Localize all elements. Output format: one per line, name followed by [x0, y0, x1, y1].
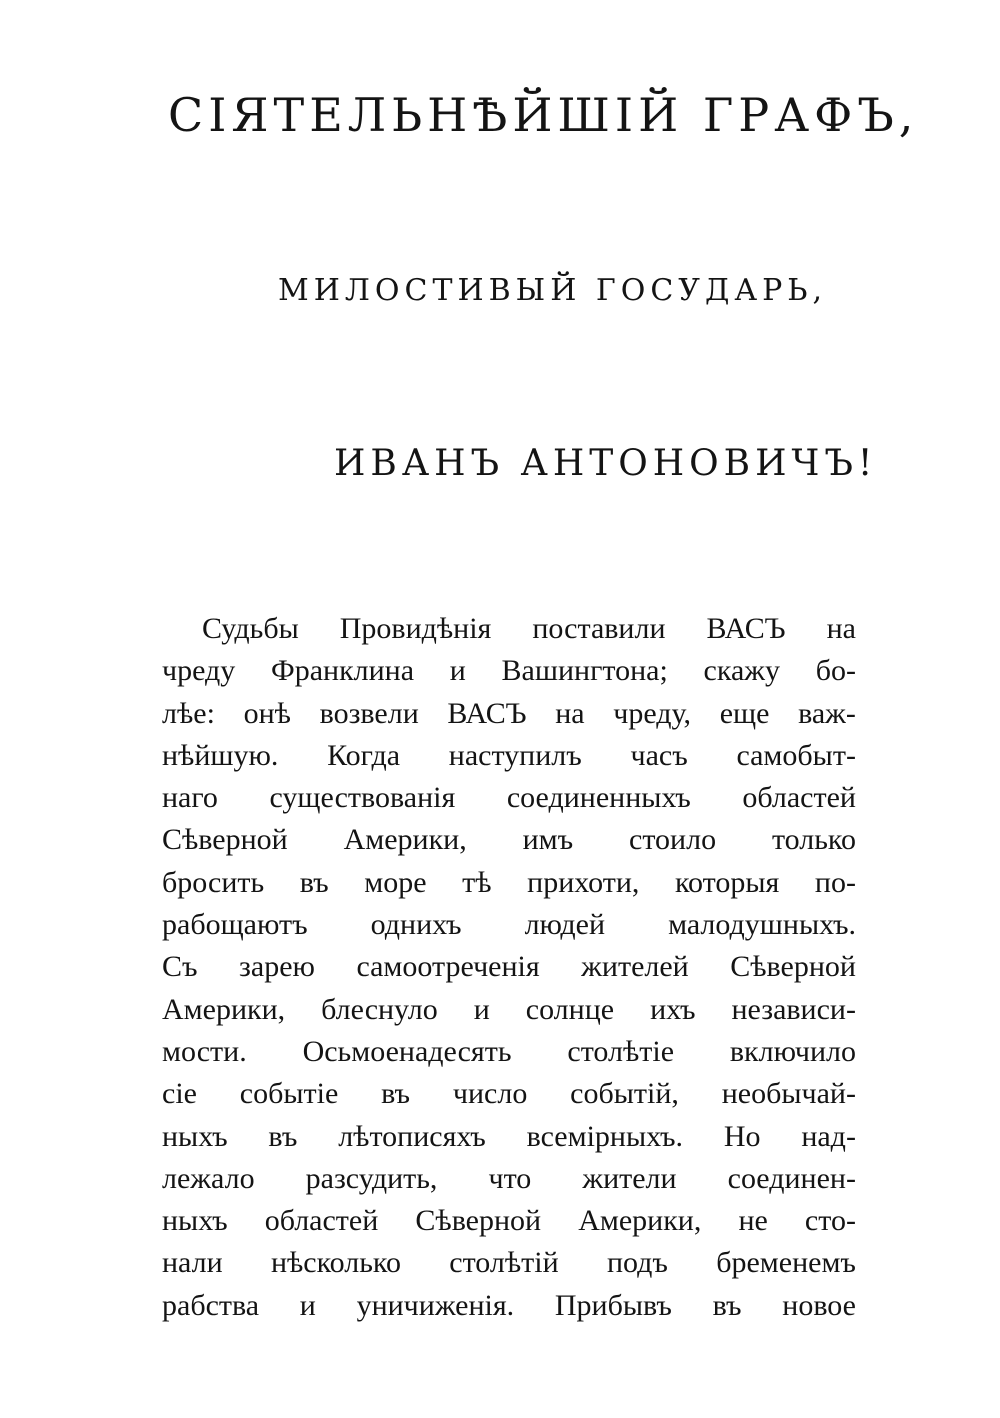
word: событій, [570, 1077, 679, 1111]
word: нѣсколько [270, 1246, 401, 1280]
word: Прибывъ [554, 1288, 672, 1322]
word: малодушныхъ. [668, 908, 856, 942]
word: лѣе: [162, 696, 215, 730]
word: наступилъ [448, 738, 582, 772]
word: однихъ [370, 908, 462, 942]
word: необычай- [721, 1077, 856, 1111]
text-line [162, 862, 856, 904]
word: подъ [606, 1246, 668, 1280]
word: самоотреченія [356, 950, 540, 984]
body-text [162, 608, 856, 1327]
word: лѣтописяхъ [338, 1119, 486, 1153]
word: скажу [703, 654, 781, 688]
word: включило [729, 1034, 856, 1068]
word: людей [524, 908, 606, 942]
word: поставили [532, 612, 666, 645]
word: Провидѣнія [339, 612, 492, 645]
word: Вашингтона; [501, 654, 668, 688]
salutation: МИЛОСТИВЫЙ ГОСУДАРЬ, [278, 273, 828, 308]
word: зарею [239, 950, 315, 984]
word: на [826, 612, 856, 645]
text-line [162, 904, 856, 946]
word: онѣ [243, 696, 291, 730]
word: Судьбы [202, 612, 299, 645]
word: Когда [327, 738, 401, 772]
word: Съ [162, 950, 198, 984]
word: рабощаютъ [162, 908, 308, 942]
word: Сѣверной [730, 950, 856, 984]
word: еще [719, 696, 770, 730]
word: важ- [798, 696, 856, 730]
word: жители [582, 1161, 677, 1195]
word: прихоти, [527, 865, 640, 899]
text-line [162, 777, 856, 819]
word: существованія [269, 781, 456, 815]
word: солнце [525, 992, 615, 1026]
word: событіе [239, 1077, 339, 1111]
word: соединен- [727, 1161, 856, 1195]
word: сіе [162, 1077, 197, 1111]
word: часъ [630, 738, 688, 772]
word: мости. [162, 1034, 247, 1068]
word: областей [264, 1204, 379, 1238]
word: уничиженія. [356, 1288, 515, 1322]
word: нѣйшую. [162, 738, 279, 772]
text-line [162, 735, 856, 777]
word: блеснуло [321, 992, 438, 1026]
word: только [771, 823, 856, 857]
word: Франклина [271, 654, 415, 688]
text-line [162, 1031, 856, 1073]
word: Америки, [343, 823, 467, 857]
word: рабства [162, 1288, 260, 1322]
word: возвели [319, 696, 419, 730]
text-line [162, 608, 856, 650]
word: ихъ [650, 992, 696, 1026]
text-line [162, 1200, 856, 1242]
word: тѣ [462, 865, 492, 899]
word: въ [712, 1288, 742, 1322]
text-line [162, 1116, 856, 1158]
text-line [162, 989, 856, 1031]
word: разсудить, [305, 1161, 438, 1195]
word: стоило [629, 823, 717, 857]
word: чреду, [613, 696, 692, 730]
word: въ [299, 865, 329, 899]
word: и [473, 992, 490, 1026]
word: не [738, 1204, 768, 1238]
word: над- [801, 1119, 856, 1153]
word: ВАСЪ [706, 612, 786, 645]
word: областей [742, 781, 856, 815]
word: въ [381, 1077, 411, 1111]
text-line [162, 1158, 856, 1200]
word: и [299, 1288, 316, 1322]
word: Осьмоенадесять [302, 1034, 512, 1068]
word: число [452, 1077, 528, 1111]
word: столѣтіе [567, 1034, 675, 1068]
word: самобыт- [736, 738, 856, 772]
addressee-name: ИВАНЪ АНТОНОВИЧЪ! [334, 443, 878, 484]
word: чреду [162, 654, 236, 688]
text-line [162, 650, 856, 692]
word: Но [723, 1119, 761, 1153]
word: море [364, 865, 427, 899]
word: нали [162, 1246, 223, 1280]
word: соединенныхъ [506, 781, 691, 815]
word: Америки, [578, 1204, 702, 1238]
word: столѣтій [449, 1246, 559, 1280]
word: бременемъ [716, 1246, 856, 1280]
word: на [555, 696, 585, 730]
text-line [162, 819, 856, 861]
page-title: СІЯТЕЛЬНѢЙШІЙ ГРАФЪ, [168, 88, 919, 142]
word: по- [814, 865, 856, 899]
word: сто- [804, 1204, 856, 1238]
word: независи- [731, 992, 856, 1026]
word: лежало [162, 1161, 255, 1195]
text-line [162, 946, 856, 988]
word: Сѣверной [415, 1204, 542, 1238]
word: ныхъ [162, 1119, 228, 1153]
word: всемірныхъ. [526, 1119, 683, 1153]
text-line [162, 1073, 856, 1115]
word: что [488, 1161, 532, 1195]
text-line [162, 1242, 856, 1284]
word: ВАСЪ [447, 696, 527, 730]
word: наго [162, 781, 218, 815]
word: Сѣверной [162, 823, 288, 857]
word: ныхъ [162, 1204, 228, 1238]
word: Америки, [162, 992, 286, 1026]
text-line [162, 1285, 856, 1327]
word: и [449, 654, 466, 688]
word: имъ [522, 823, 574, 857]
word: бросить [162, 865, 265, 899]
word: въ [268, 1119, 298, 1153]
word: которыя [674, 865, 780, 899]
word: жителей [581, 950, 689, 984]
text-line [162, 693, 856, 735]
word: бо- [815, 654, 856, 688]
word: новое [782, 1288, 856, 1322]
